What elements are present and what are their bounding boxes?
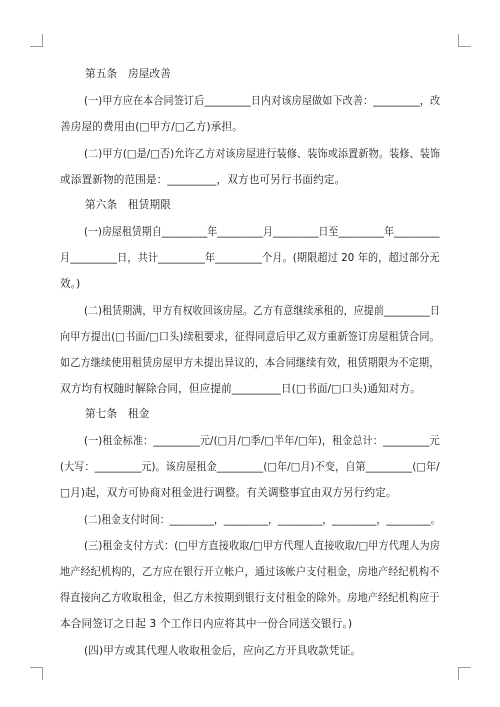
article-7-clause-1-line-2: (大写：_________元)。该房屋租金_________(□年/□月)不变，自第_________(□年/ (60, 461, 440, 473)
article-5-clause-1-line-2: 善房屋的费用由(□甲方/□乙方)承担。 (60, 121, 244, 133)
article-7-clause-4: (四)甲方或其代理人收取租金后，应向乙方开具收款凭证。 (84, 645, 362, 657)
article-7-clause-1-line-3: □月)起，双方可协商对租金进行调整。有关调整事宜由双方另行约定。 (60, 487, 397, 499)
article-7-clause-3-line-4: 本合同签订之日起 3 个工作日内应将其中一份合同送交银行。) (60, 618, 353, 630)
article-6-clause-1-line-1: (一)房屋租赁期自_________年_________月_________日至_________年_________ (84, 226, 440, 238)
article-6-clause-2-line-2: 向甲方提出(□书面/□口头)续租要求，征得同意后甲乙双方重新签订房屋租赁合同。 (60, 331, 440, 343)
article-5-clause-2-line-2: 或添置新物的范围是：_________，双方也可另行书面约定。 (60, 174, 346, 186)
article-7-clause-3-line-2: 地产经纪机构的，乙方应在银行开立帐户，通过该帐户支付租金，房地产经纪机构不 (60, 566, 440, 578)
article-7-clause-1-line-1: (一)租金标准：_________元/(□月/□季/□半年/□年)，租金总计：_________元 (84, 435, 440, 447)
article-6-clause-2-line-4: 双方均有权随时解除合同，但应提前_________日(□书面/□口头)通知对方。 (60, 383, 421, 395)
article-5-clause-2-line-1: (二)甲方(□是/□否)允许乙方对该房屋进行装修、装饰或添置新物。装修、装饰 (84, 148, 441, 160)
article-6-heading: 第六条 租赁期限 (85, 199, 171, 211)
article-6-clause-2-line-3: 如乙方继续使用租赁房屋甲方未提出异议的，本合同继续有效，租赁期限为不定期， (60, 357, 440, 369)
article-5-clause-1-line-1: (一)甲方应在本合同签订后_________日内对该房屋做如下改善：_________，改 (84, 95, 441, 107)
article-7-clause-3-line-3: 得直接向乙方收取租金，但乙方未按期到银行支付租金的除外。房地产经纪机构应于 (60, 592, 440, 604)
article-7-clause-3-line-1: (三)租金支付方式：(□甲方直接收取/□甲方代理人直接收取/□甲方代理人为房 (84, 540, 441, 552)
article-5-heading: 第五条 房屋改善 (85, 68, 171, 80)
article-6-clause-2-line-1: (二)租赁期满，甲方有权收回该房屋。乙方有意继续承租的，应提前_________日 (84, 305, 440, 317)
article-6-clause-1-line-2: 月_________日，共计_________年_________个月。(期限超过 20 年的，超过部分无 (60, 252, 440, 264)
article-6-clause-1-line-3: 效。) (60, 278, 81, 290)
article-7-heading: 第七条 租金 (85, 408, 150, 420)
article-7-clause-2: (二)租金支付时间：_________，_________，_________，_________，_________。 (84, 514, 441, 526)
